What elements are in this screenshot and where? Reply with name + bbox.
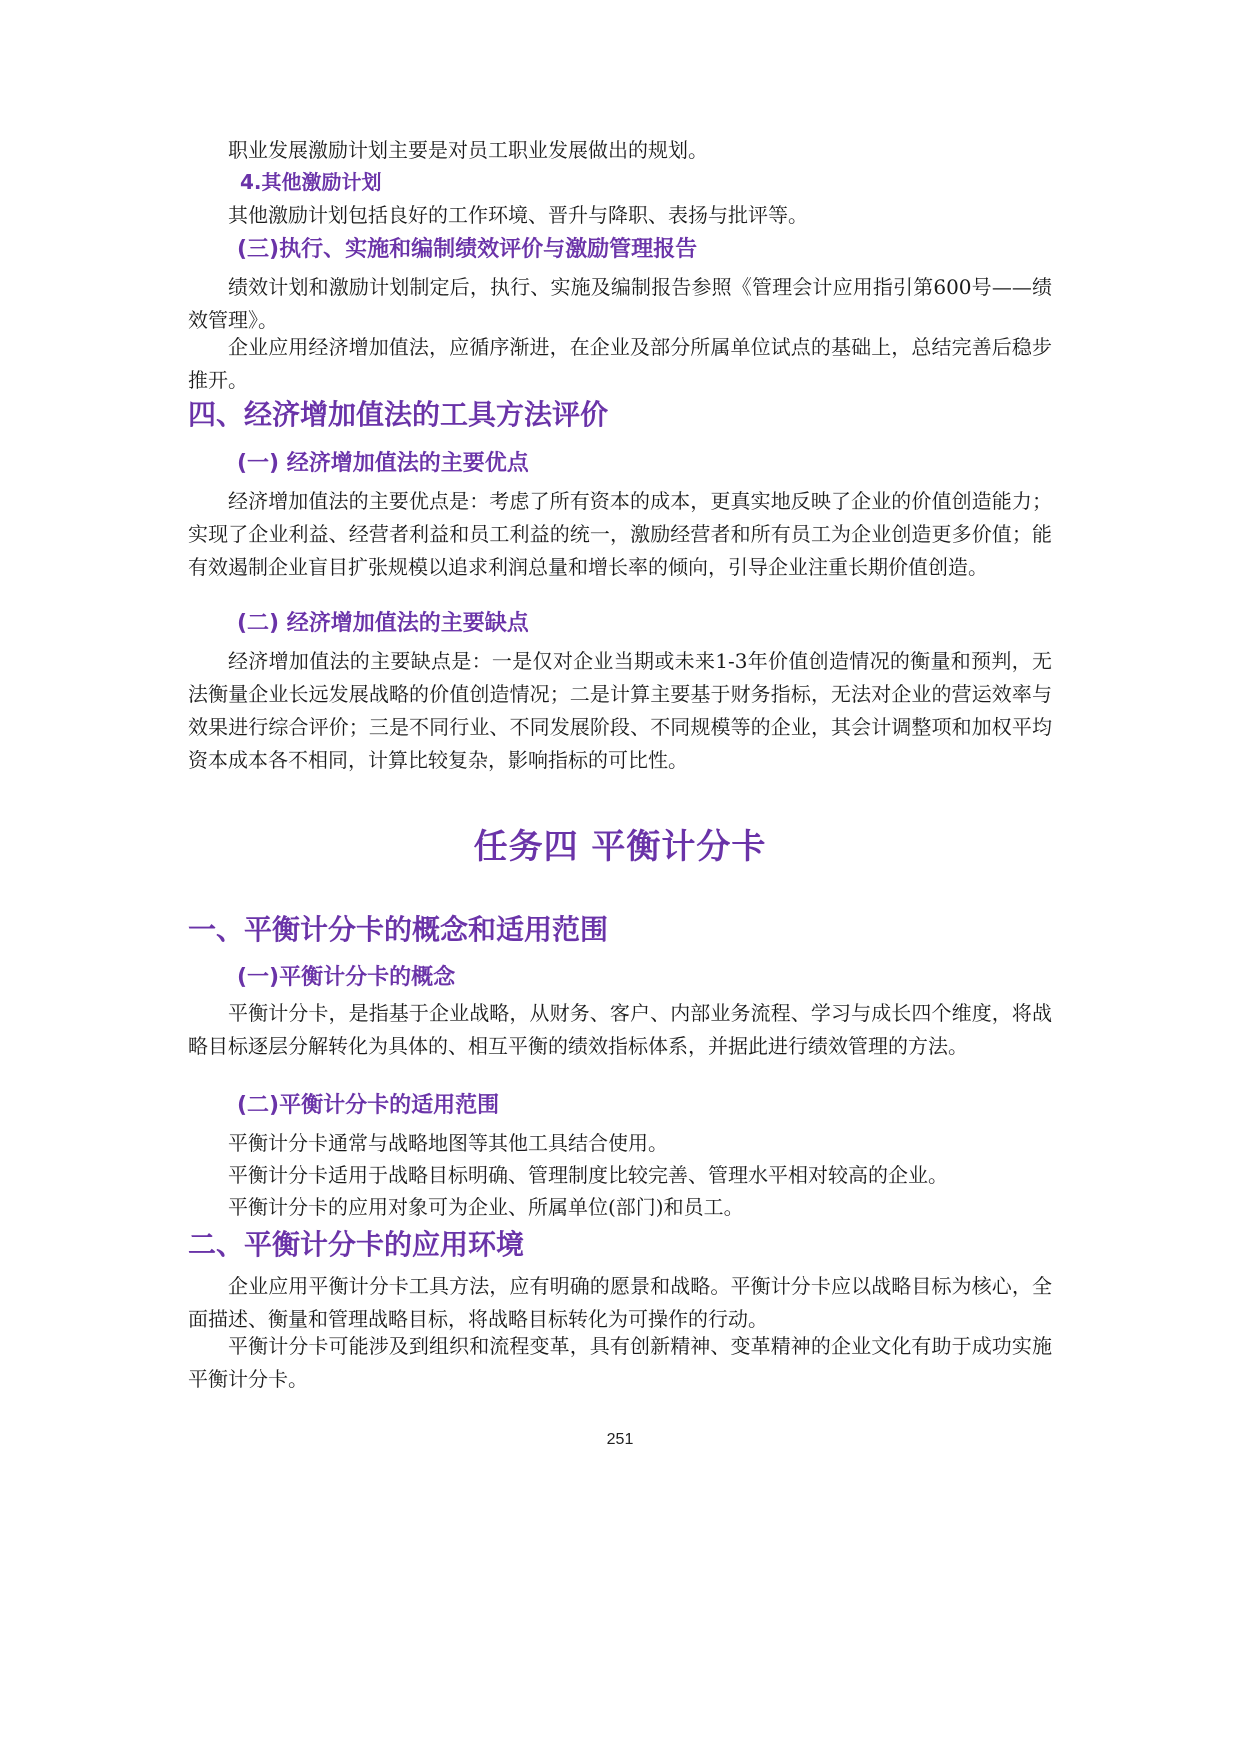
heading-eva-evaluation: 四、经济增加值法的工具方法评价: [188, 398, 609, 431]
paragraph-career-plan: 职业发展激励计划主要是对员工职业发展做出的规划。: [228, 138, 708, 162]
paragraph-eva-disadvantages: 经济增加值法的主要缺点是：一是仅对企业当期或未来1-3年价值创造情况的衡量和预判，无法衡量企业长远发展战略的价值创造情况；二是计算主要基于财务指标，无法对企业的营运效率与效果进行综合评价；三是不同行业、不同发展阶段、不同规模等的企业，其会计调整项和加权平均资本成本各不相同，计算比较复杂，影响指标的可比性。: [188, 649, 1052, 772]
heading-eva-advantages: (一) 经济增加值法的主要优点: [237, 451, 529, 476]
heading-bsc-concept: (一)平衡计分卡的概念: [237, 965, 456, 990]
heading-bsc-scope: (二)平衡计分卡的适用范围: [237, 1093, 500, 1118]
paragraph-bsc-concept: 平衡计分卡，是指基于企业战略，从财务、客户、内部业务流程、学习与成长四个维度，将战略目标逐层分解转化为具体的、相互平衡的绩效指标体系，并据此进行绩效管理的方法。: [188, 1001, 1052, 1058]
paragraph-other-incentive: 其他激励计划包括良好的工作环境、晋升与降职、表扬与批评等。: [228, 203, 808, 227]
paragraph-environment-1: 企业应用平衡计分卡工具方法，应有明确的愿景和战略。平衡计分卡应以战略目标为核心，全面描述、衡量和管理战略目标，将战略目标转化为可操作的行动。: [188, 1274, 1052, 1331]
paragraph-eva-advantages: 经济增加值法的主要优点是：考虑了所有资本的成本，更真实地反映了企业的价值创造能力；实现了企业利益、经营者利益和员工利益的统一，激励经营者和所有员工为企业创造更多价值；能有效遏制企业盲目扩张规模以追求利润总量和增长率的倾向，引导企业注重长期价值创造。: [188, 489, 1052, 579]
page-number: 251: [606, 1431, 634, 1448]
heading-bsc-concept-scope: 一、平衡计分卡的概念和适用范围: [188, 913, 609, 946]
heading-other-incentive: 4.其他激励计划: [240, 170, 382, 194]
task-title: 任务四 平衡计分卡: [473, 827, 767, 867]
paragraph-apply-eva: 企业应用经济增加值法，应循序渐进，在企业及部分所属单位试点的基础上，总结完善后稳步推开。: [188, 335, 1052, 392]
heading-eva-disadvantages: (二) 经济增加值法的主要缺点: [237, 611, 529, 636]
paragraph-scope-1: 平衡计分卡通常与战略地图等其他工具结合使用。: [228, 1131, 668, 1155]
paragraph-environment-2: 平衡计分卡可能涉及到组织和流程变革，具有创新精神、变革精神的企业文化有助于成功实施平衡计分卡。: [188, 1334, 1052, 1391]
paragraph-scope-3: 平衡计分卡的应用对象可为企业、所属单位(部门)和员工。: [228, 1195, 744, 1219]
paragraph-execute: 绩效计划和激励计划制定后，执行、实施及编制报告参照《管理会计应用指引第600号——绩效管理》。: [188, 275, 1052, 332]
paragraph-scope-2: 平衡计分卡适用于战略目标明确、管理制度比较完善、管理水平相对较高的企业。: [228, 1163, 948, 1187]
heading-execute-report: (三)执行、实施和编制绩效评价与激励管理报告: [237, 237, 698, 262]
heading-bsc-environment: 二、平衡计分卡的应用环境: [188, 1228, 525, 1261]
